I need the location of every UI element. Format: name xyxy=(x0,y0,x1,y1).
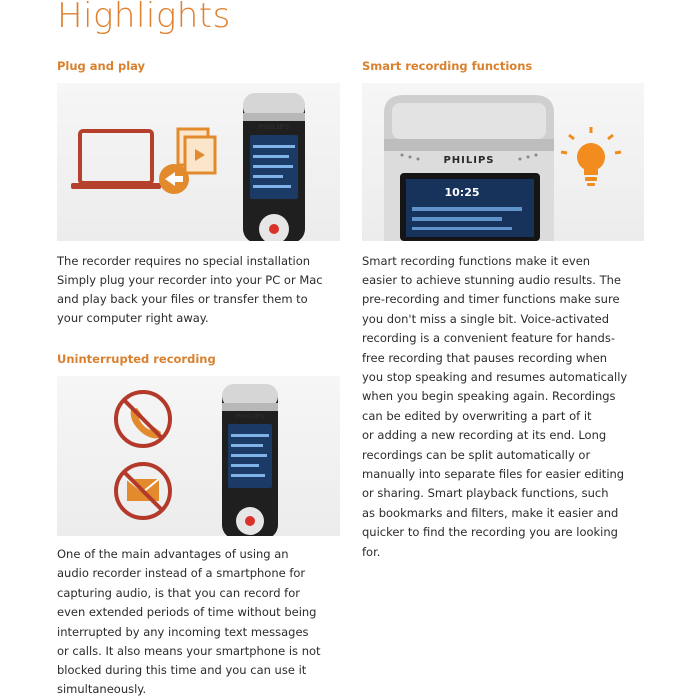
text-line: your computer right away. xyxy=(57,311,209,325)
text-line: you stop speaking and resumes automatically xyxy=(362,370,628,384)
no-phone-icon xyxy=(116,392,170,446)
recorder-device-image xyxy=(243,93,305,241)
plug-and-play-image xyxy=(57,83,340,241)
text-line: recordings can be split automatically or xyxy=(362,448,591,462)
text-line: The recorder requires no special installation xyxy=(57,254,311,268)
text-line: quicker to find the recording you are looking xyxy=(362,525,618,539)
text-line: when you begin speaking again. Recordings xyxy=(362,389,616,403)
no-message-icon xyxy=(116,464,170,518)
device-brand-label: PHILIPS xyxy=(235,412,265,420)
page-title: Highlights xyxy=(57,0,231,36)
smart-recording-illustration xyxy=(362,83,644,241)
text-line: easier to achieve stunning audio results. The xyxy=(362,273,621,287)
device-screen-time: 10:25 xyxy=(444,186,480,199)
text-line: recording is a convenient feature for hands- xyxy=(362,331,615,345)
text-line: you don't miss a single bit. Voice-activated xyxy=(362,312,610,326)
text-line: One of the main advantages of using an xyxy=(57,547,289,561)
text-line: capturing audio, is that you can record for xyxy=(57,586,300,600)
lightbulb-icon xyxy=(561,127,621,186)
device-brand-label: PHILIPS xyxy=(258,123,290,131)
plug-and-play-illustration xyxy=(57,83,340,241)
uninterrupted-illustration xyxy=(57,376,340,536)
text-line: for. xyxy=(362,545,381,559)
text-line: pre-recording and timer functions make sure xyxy=(362,292,620,306)
text-line: interrupted by any incoming text messages xyxy=(57,625,309,639)
text-line: or sharing. Smart playback functions, such xyxy=(362,486,609,500)
text-line: blocked during this time and you can use it xyxy=(57,663,307,677)
laptop-icon xyxy=(71,131,161,189)
text-line: even extended periods of time without being xyxy=(57,605,317,619)
smart-recording-heading: Smart recording functions xyxy=(362,59,533,73)
text-line: and play back your files or transfer them to xyxy=(57,292,308,306)
uninterrupted-image xyxy=(57,376,340,536)
text-line: audio recorder instead of a smartphone for xyxy=(57,566,306,580)
uninterrupted-heading: Uninterrupted recording xyxy=(57,352,216,366)
text-line: can be edited by overwriting a part of it xyxy=(362,409,592,423)
file-transfer-icon xyxy=(178,129,215,173)
text-line: Simply plug your recorder into your PC or Mac xyxy=(57,273,323,287)
device-brand-label: PHILIPS xyxy=(443,155,495,166)
text-line: or adding a new recording at its end. Long xyxy=(362,428,607,442)
smart-recording-image xyxy=(362,83,644,241)
text-line: as bookmarks and filters, make it easier and xyxy=(362,506,619,520)
text-line: free recording that pauses recording when xyxy=(362,351,608,365)
text-line: simultaneously. xyxy=(57,682,147,696)
recorder-closeup-image xyxy=(384,95,554,241)
recorder-device-image xyxy=(222,384,278,536)
text-line: or calls. It also means your smartphone is not xyxy=(57,644,321,658)
arrow-left-icon xyxy=(159,164,189,194)
text-line: Smart recording functions make it even xyxy=(362,254,591,268)
plug-and-play-heading: Plug and play xyxy=(57,59,146,73)
text-line: manually into separate files for easier editing xyxy=(362,467,625,481)
